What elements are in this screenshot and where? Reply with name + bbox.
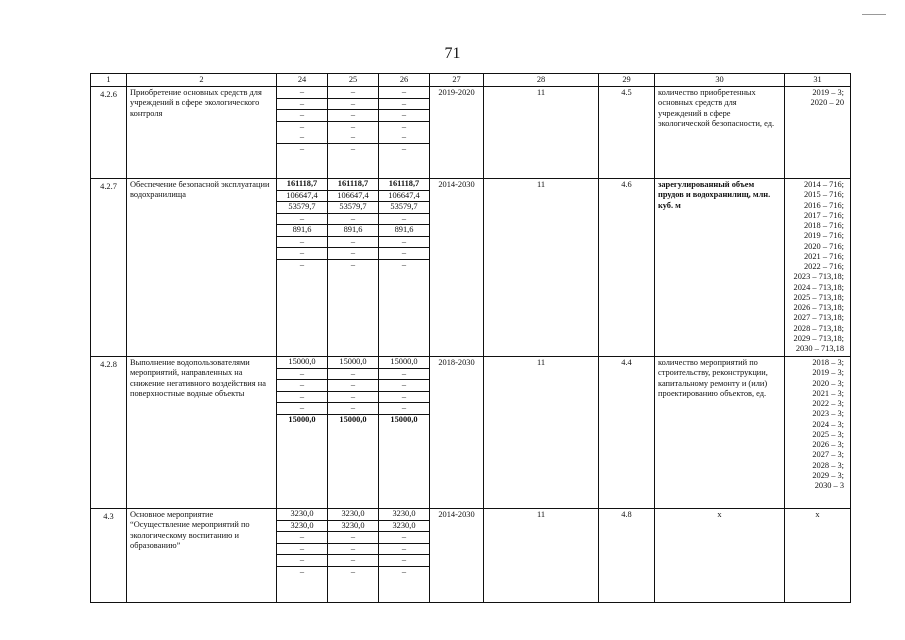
funding-value: – (328, 532, 378, 544)
measure-name: Основное мероприятие “Осуществление мероприятий по экологическому воспитанию и образованию” (130, 510, 250, 550)
column-header: 24 (277, 74, 328, 87)
funding-value: – (379, 248, 429, 260)
funding-value: 161118,7 (277, 179, 327, 191)
funding-value: 3230,0 (328, 521, 378, 533)
funding-value: – (328, 369, 378, 381)
indicator-text: количество мероприятий по строительству, реконструкции, капитальному ремонту и (или) проектированию объектов, ед. (658, 358, 768, 398)
funding-value: – (328, 380, 378, 392)
column-29-value: 4.6 (621, 180, 632, 189)
funding-value: 53579,7 (379, 202, 429, 214)
column-header: 30 (655, 74, 785, 87)
funding-value: – (379, 369, 429, 381)
funding-value: – (379, 380, 429, 392)
column-29-cell (599, 179, 655, 357)
column-29-cell (599, 509, 655, 603)
funding-value: 3230,0 (379, 521, 429, 533)
funding-value: – (350, 143, 356, 153)
result-value: 2025 – 713,18; (793, 292, 844, 302)
results-cell (785, 179, 851, 357)
indicator-text: количество приобретенных основных средств для учреждений в сфере экологической безопасности, ед. (658, 88, 775, 128)
measure-name: Приобретение основных средств для учреждений в сфере экологического контроля (130, 88, 262, 118)
column-header: 26 (379, 74, 430, 87)
measure-name-cell (127, 87, 277, 179)
result-value: 2017 – 716; (803, 210, 844, 220)
funding-value: 15000,0 (339, 414, 367, 424)
funding-cell-fin-25 (328, 179, 379, 357)
column-28-value: 11 (536, 358, 546, 367)
funding-value: 106647,4 (277, 191, 327, 203)
funding-value: 15000,0 (390, 414, 418, 424)
funding-value: 891,6 (277, 225, 327, 237)
result-value: 2015 – 716; (803, 190, 844, 200)
result-value: 2024 – 3; (812, 419, 844, 429)
result-value: 2026 – 713,18; (793, 303, 844, 312)
row-number: 4.2.6 (100, 90, 117, 99)
row-number-cell (91, 87, 127, 179)
years-range: 2018-2030 (438, 358, 475, 367)
funding-value: – (277, 99, 327, 111)
years-cell (430, 357, 484, 509)
funding-value: – (277, 110, 327, 122)
column-header: 1 (91, 74, 127, 87)
column-header: 31 (785, 74, 851, 87)
funding-value: – (277, 380, 327, 392)
funding-cell-fin-24 (277, 357, 328, 509)
result-value: 2023 – 3; (812, 409, 844, 419)
result-value: 2020 – 716; (803, 241, 844, 251)
funding-value: 53579,7 (328, 202, 378, 214)
column-29-cell (599, 357, 655, 509)
column-28-cell (484, 357, 599, 509)
years-range: 2019-2020 (438, 88, 475, 97)
funding-value: – (379, 544, 429, 556)
funding-cell-fin-24 (277, 509, 328, 603)
top-edge-mark (862, 14, 886, 15)
funding-value: – (379, 237, 429, 249)
funding-value: – (277, 237, 327, 249)
funding-value: 891,6 (379, 225, 429, 237)
funding-value: – (350, 121, 356, 131)
funding-cell-fin-26 (379, 509, 430, 603)
funding-value: – (328, 110, 378, 122)
result-value: 2026 – 3; (812, 440, 844, 449)
funding-value: – (401, 121, 407, 131)
funding-value: 3230,0 (379, 509, 429, 521)
funding-value: – (379, 132, 429, 144)
indicator-cell (655, 179, 785, 357)
funding-value: – (379, 87, 429, 99)
funding-value: – (401, 566, 407, 576)
funding-value: 15000,0 (379, 357, 429, 369)
result-value: 2030 – 713,18 (795, 344, 844, 353)
funding-cell-fin-26 (379, 179, 430, 357)
funding-value: – (401, 259, 407, 269)
result-value: 2024 – 713,18; (793, 282, 844, 292)
indicator-cell (655, 357, 785, 509)
result-value: 2019 – 716; (803, 231, 844, 241)
funding-value: 3230,0 (277, 509, 327, 521)
column-29-value: 4.5 (621, 88, 632, 97)
result-value: 2020 – 3; (812, 378, 844, 388)
result-value: x (815, 510, 820, 519)
result-value: 2019 – 3; (812, 88, 844, 97)
funding-value: 3230,0 (328, 509, 378, 521)
funding-value: 161118,7 (379, 179, 429, 191)
measure-name-cell (127, 357, 277, 509)
column-28-cell (484, 179, 599, 357)
funding-value: – (299, 143, 305, 153)
column-29-value: 4.4 (621, 358, 632, 367)
funding-value: – (328, 99, 378, 111)
column-28-value: 11 (536, 180, 546, 189)
result-value: 2022 – 716; (803, 262, 844, 271)
table-row (91, 509, 851, 603)
funding-value: – (277, 544, 327, 556)
result-value: 2027 – 3; (812, 450, 844, 460)
measure-name: Выполнение водопользователями мероприятий, направленных на снижение негативного воздействия на поверхностные водные объекты (130, 358, 266, 398)
funding-value: – (299, 566, 305, 576)
table-row (91, 179, 851, 357)
funding-value: 15000,0 (277, 357, 327, 369)
results-cell (785, 87, 851, 179)
measure-name-cell (127, 509, 277, 603)
indicator-text: x (717, 510, 722, 519)
funding-value: – (379, 110, 429, 122)
result-value: 2020 – 20 (810, 98, 844, 108)
funding-value: – (277, 392, 327, 404)
row-number-cell (91, 179, 127, 357)
funding-value: – (299, 121, 305, 131)
funding-value: – (328, 544, 378, 556)
funding-value: 891,6 (328, 225, 378, 237)
years-cell (430, 179, 484, 357)
funding-value: – (277, 555, 327, 567)
row-number: 4.3 (103, 512, 114, 521)
column-28-value: 11 (536, 510, 546, 519)
result-value: 2027 – 713,18; (793, 313, 844, 323)
measure-name-cell (127, 179, 277, 357)
years-cell (430, 87, 484, 179)
program-table (90, 73, 851, 603)
column-28-cell (484, 509, 599, 603)
funding-cell-fin-24 (277, 87, 328, 179)
funding-value: – (328, 392, 378, 404)
funding-value: – (379, 214, 429, 226)
result-value: 2016 – 716; (803, 200, 844, 210)
column-header: 2 (127, 74, 277, 87)
page-number: 71 (444, 45, 461, 62)
indicator-text: зарегулированный объем прудов и водохранилищ, млн. куб. м (658, 180, 771, 210)
funding-value: – (277, 248, 327, 260)
funding-value: – (277, 532, 327, 544)
funding-value: – (328, 87, 378, 99)
funding-value: – (379, 99, 429, 111)
funding-value: – (328, 132, 378, 144)
row-number-cell (91, 509, 127, 603)
funding-value: – (328, 403, 378, 415)
column-29-cell (599, 87, 655, 179)
row-number-cell (91, 357, 127, 509)
funding-value: – (277, 369, 327, 381)
funding-value: – (379, 532, 429, 544)
result-value: 2025 – 3; (812, 429, 844, 439)
result-value: 2019 – 3; (812, 368, 844, 378)
results-cell (785, 357, 851, 509)
measure-name: Обеспечение безопасной эксплуатации водохранилища (130, 180, 270, 200)
funding-cell-fin-26 (379, 87, 430, 179)
funding-value: – (328, 214, 378, 226)
column-header: 29 (599, 74, 655, 87)
funding-value: 106647,4 (328, 191, 378, 203)
funding-value: – (277, 87, 327, 99)
column-header: 25 (328, 74, 379, 87)
row-number: 4.2.7 (100, 182, 117, 191)
row-number: 4.2.8 (100, 360, 117, 369)
column-28-value: 11 (536, 88, 546, 97)
funding-cell-fin-26 (379, 357, 430, 509)
funding-value: – (328, 248, 378, 260)
funding-value: – (379, 403, 429, 415)
result-value: 2018 – 3; (812, 358, 844, 367)
years-range: 2014-2030 (438, 180, 475, 189)
funding-value: – (350, 566, 356, 576)
funding-value: – (379, 555, 429, 567)
result-value: 2029 – 3; (812, 470, 844, 480)
funding-value: – (277, 132, 327, 144)
result-value: 2021 – 716; (803, 251, 844, 261)
result-value: 2028 – 3; (812, 460, 844, 470)
results-cell (785, 509, 851, 603)
funding-value: – (299, 259, 305, 269)
result-value: 2023 – 713,18; (793, 272, 844, 282)
funding-value: – (328, 237, 378, 249)
funding-cell-fin-25 (328, 87, 379, 179)
funding-value: 53579,7 (277, 202, 327, 214)
result-value: 2021 – 3; (812, 388, 844, 398)
result-value: 2030 – 3 (814, 481, 844, 490)
indicator-cell (655, 87, 785, 179)
funding-value: – (401, 143, 407, 153)
funding-value: 161118,7 (328, 179, 378, 191)
result-value: 2014 – 716; (803, 180, 844, 189)
funding-value: 3230,0 (277, 521, 327, 533)
column-header-row (91, 74, 851, 87)
funding-value: 15000,0 (288, 414, 316, 424)
indicator-cell (655, 509, 785, 603)
column-28-cell (484, 87, 599, 179)
table-row (91, 357, 851, 509)
column-header: 27 (430, 74, 484, 87)
column-29-value: 4.8 (621, 510, 632, 519)
result-value: 2018 – 716; (803, 221, 844, 230)
result-value: 2022 – 3; (812, 399, 844, 408)
funding-value: – (379, 392, 429, 404)
result-value: 2029 – 713,18; (793, 333, 844, 343)
result-value: 2028 – 713,18; (793, 323, 844, 333)
column-header: 28 (484, 74, 599, 87)
funding-value: – (350, 259, 356, 269)
funding-value: 15000,0 (328, 357, 378, 369)
funding-cell-fin-25 (328, 509, 379, 603)
table-row (91, 87, 851, 179)
funding-value: – (277, 214, 327, 226)
years-range: 2014-2030 (438, 510, 475, 519)
funding-value: – (277, 403, 327, 415)
funding-cell-fin-24 (277, 179, 328, 357)
funding-value: 106647,4 (379, 191, 429, 203)
funding-value: – (328, 555, 378, 567)
years-cell (430, 509, 484, 603)
funding-cell-fin-25 (328, 357, 379, 509)
